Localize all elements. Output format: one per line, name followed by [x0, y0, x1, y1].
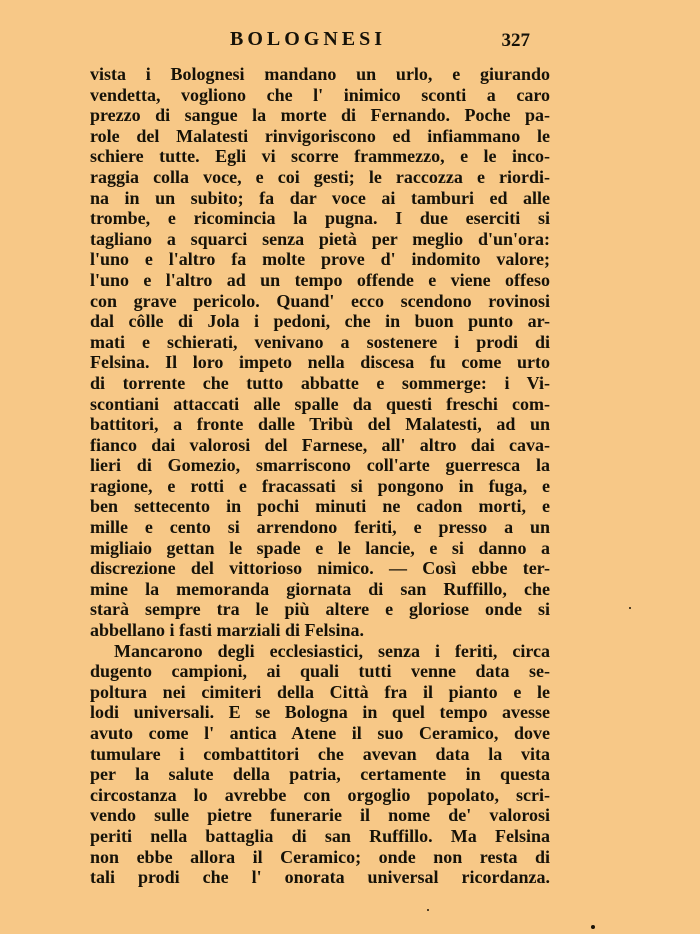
- text-line: vendetta, vogliono che l' inimico sconti a caro: [90, 84, 550, 105]
- text-line: di torrente che tutto abbatte e sommerge: i Vi-: [90, 372, 550, 393]
- running-head: BOLOGNESI: [230, 28, 387, 50]
- text-line: vendo sulle pietre funerarie il nome de' valorosi: [90, 805, 550, 826]
- text-line: lieri di Gomezio, smarriscono coll'arte guerresca la: [90, 455, 550, 476]
- text-line: non ebbe allora il Ceramico; onde non resta di: [90, 846, 550, 867]
- text-line: con grave pericolo. Quand' ecco scendono rovinosi: [90, 290, 550, 311]
- text-line: vista i Bolognesi mandano un urlo, e giurando: [90, 64, 550, 84]
- text-line: migliaio gettan le spade e le lancie, e si danno a: [90, 537, 550, 558]
- text-line: raggia colla voce, e coi gesti; le raccozza e riordi-: [90, 166, 550, 187]
- page-header: [90, 28, 540, 54]
- text-line: mille e cento si arrendono feriti, e presso a un: [90, 517, 550, 538]
- text-line: tali prodi che l' onorata universal ricordanza.: [90, 867, 550, 888]
- text-line: Felsina. Il loro impeto nella discesa fu come urto: [90, 352, 550, 373]
- text-line: abbellano i fasti marziali di Felsina.: [90, 620, 365, 641]
- text-line: fianco dai valorosi del Farnese, all' altro dai cava-: [90, 434, 550, 455]
- text-line: starà sempre tra le più altere e gloriose onde si: [90, 599, 550, 620]
- text-line: circostanza lo avrebbe con orgoglio popolato, scri-: [90, 784, 550, 805]
- text-line: trombe, e ricomincia la pugna. I due eserciti si: [90, 208, 550, 229]
- text-line: lodi universali. E se Bologna in quel tempo avesse: [90, 702, 550, 723]
- text-line: avuto come l' antica Atene il suo Ceramico, dove: [90, 723, 550, 743]
- text-line: discrezione del vittorioso nimico. — Così ebbe ter-: [90, 558, 550, 579]
- text-line: scontiani attaccati alle spalle da questi freschi com-: [90, 393, 550, 414]
- text-line: ben settecento in pochi minuti ne cadon morti, e: [90, 496, 550, 517]
- body-text: [90, 64, 550, 888]
- text-line: battitori, a fronte dalle Tribù del Malatesti, ad un: [90, 414, 550, 435]
- text-line: na in un subito; fa dar voce ai tamburi ed alle: [90, 187, 550, 208]
- ink-speck: [427, 909, 429, 911]
- text-line: tagliano a squarci senza pietà per meglio d'un'ora:: [90, 228, 550, 249]
- paragraph-start-line: Mancarono degli ecclesiastici, senza i feriti, circa: [114, 640, 550, 661]
- text-line: per la salute della patria, certamente in questa: [90, 764, 550, 785]
- text-line: ragione, e rotti e fracassati si pongono in fuga, e: [90, 475, 550, 496]
- text-line: dal côlle di Jola i pedoni, che in buon punto ar-: [90, 311, 550, 332]
- text-line: mati e schierati, venivano a sostenere i prodi di: [90, 331, 550, 352]
- text-line: role del Malatesti rinvigoriscono ed infiammano le: [90, 125, 550, 146]
- text-line: mine la memoranda giornata di san Ruffillo, che: [90, 578, 550, 599]
- text-line: prezzo di sangue la morte di Fernando. Poche pa-: [90, 105, 550, 126]
- text-line: dugento campioni, ai quali tutti venne data se-: [90, 661, 550, 682]
- ink-speck: [629, 607, 631, 609]
- text-line: periti nella battaglia di san Ruffillo. Ma Felsina: [90, 825, 550, 846]
- ink-speck: [591, 925, 595, 929]
- text-line: l'uno e l'altro ad un tempo offende e viene offeso: [90, 269, 550, 290]
- text-line: l'uno e l'altro fa molte prove d' indomito valore;: [90, 249, 550, 270]
- page-number: 327: [501, 30, 530, 51]
- text-line: schiere tutte. Egli vi scorre frammezzo, e le inco-: [90, 146, 550, 167]
- text-line: tumulare i combattitori che avevan data la vita: [90, 743, 550, 764]
- text-line: poltura nei cimiteri della Città fra il pianto e le: [90, 681, 550, 702]
